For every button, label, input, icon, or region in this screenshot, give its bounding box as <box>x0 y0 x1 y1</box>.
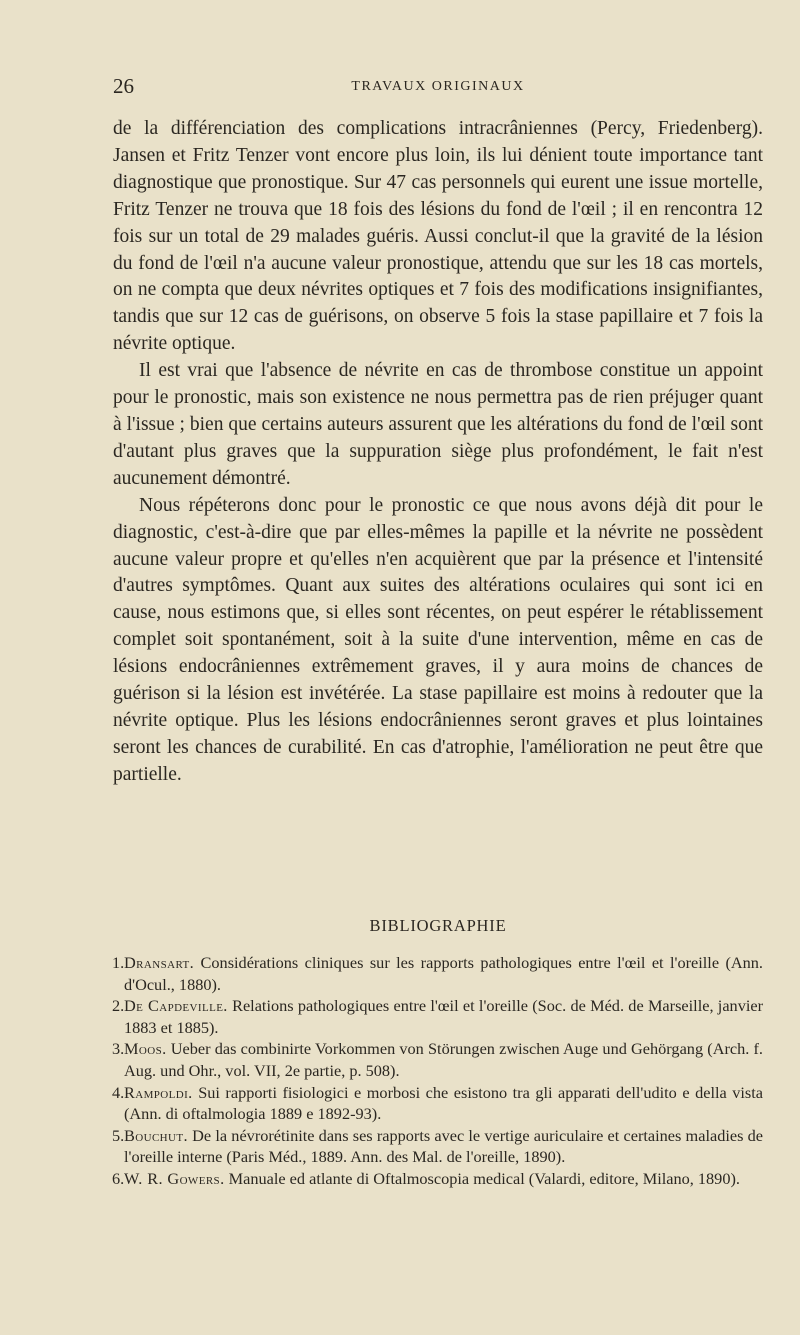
entry-text: Manuale ed atlante di Oftalmoscopia medical (Valardi, editore, Milano, 1890). <box>228 1168 740 1188</box>
body-text <box>113 116 763 789</box>
paragraph: Nous répéterons donc pour le pronostic ce que nous avons déjà dit pour le diagnostic, c'est-à-dire que par elles-mêmes la papille et la névrite ne possèdent aucune valeur propre et qu'elles n'en acquièrent que par la présence et l'intensité d'autres symptômes. Quant aux suites des altérations oculaires qui sont ici en cause, nous estimons que, si elles sont récentes, on peut espérer le rétablissement complet soit spontanément, soit à la suite d'une intervention, même en cas de lésions endocrâniennes extrêmement graves, il y aura moins de chances de guérison si la lésion est invétérée. La stase papillaire est moins à redouter que la névrite optique. Plus les lésions endocrâniennes seront graves et plus lointaines seront les chances de curabilité. En cas d'atrophie, l'amélioration ne peut être que partielle. <box>113 494 763 785</box>
page-header <box>113 74 763 100</box>
entry-author: De Capdeville. <box>124 996 228 1016</box>
entry-author: Bouchut. <box>124 1125 188 1145</box>
paragraph: Il est vrai que l'absence de névrite en cas de thrombose constitue un appoint pour le pronostic, mais son existence ne nous permettra pas de rien préjuger quant à l'issue ; bien que certains auteurs assurent que les altérations du fond de l'œil sont d'autant plus graves que la suppuration siège plus profondément, le fait n'est aucunement démontré. <box>113 360 763 489</box>
bibliography-list <box>113 952 763 1190</box>
page-number: 26 <box>113 74 134 98</box>
entry-author: Moos. <box>124 1039 167 1059</box>
bibliography-entry <box>113 1082 763 1125</box>
entry-author: W. R. Gowers. <box>124 1168 225 1188</box>
paragraph: de la différenciation des complications intracrâniennes (Percy, Friedenberg). Jansen et Fritz Tenzer vont encore plus loin, ils lui dénient toute importance tant diagnostique que pronostique. Sur 47 cas personnels qui eurent une issue mortelle, Fritz Tenzer ne trouva que 18 fois des lésions du fond de l'œil ; il en rencontra 12 fois sur un total de 29 malades guéris. Aussi conclut-il que la gravité de la lésion du fond de l'œil n'a aucune valeur pronostique, attendu que sur les 18 cas mortels, on ne compta que deux névrites optiques et 7 fois des modifications insignifiantes, tandis que sur 12 cas de guérisons, on observe 5 fois la stase papillaire et 7 fois la névrite optique. <box>113 118 763 355</box>
entry-author: Rampoldi. <box>124 1082 193 1102</box>
entry-number: 6. <box>112 1168 125 1188</box>
entry-author: Dransart. <box>124 953 195 972</box>
entry-text: Considérations cliniques sur les rapports pathologiques entre l'œil et l'oreille (Ann. d'Ocul., 1880). <box>124 953 763 994</box>
entry-number: 4. <box>112 1082 125 1102</box>
entry-text: Ueber das combinirte Vorkommen von Störungen zwischen Auge und Gehörgang (Arch. f. Aug. und Ohr., vol. VII, 2e partie, p. 508). <box>124 1039 763 1080</box>
bibliography-entry <box>113 1038 763 1081</box>
bibliography-entry <box>113 1125 763 1168</box>
bibliography-entry <box>113 1168 763 1190</box>
entry-number: 2. <box>112 996 125 1016</box>
entry-number: 3. <box>112 1039 125 1059</box>
bibliography-entry <box>113 995 763 1038</box>
entry-text: De la névrorétinite dans ses rapports avec le vertige auriculaire et certaines maladies de l'oreille interne (Paris Méd., 1889. Ann. des Mal. de l'oreille, 1890). <box>124 1125 763 1167</box>
bibliography-title: BIBLIOGRAPHIE <box>369 916 507 935</box>
entry-number: 1. <box>112 953 125 972</box>
entry-text: Relations pathologiques entre l'œil et l'oreille (Soc. de Méd. de Marseille, janvier 1883 et 1885). <box>124 996 764 1037</box>
entry-text: Sui rapporti fisiologici e morbosi che esistono tra gli apparati dell'udito e della vista (Ann. di oftalmologia 1889 e 1892-93). <box>124 1082 763 1124</box>
bibliography-entry <box>113 952 763 995</box>
running-head: TRAVAUX ORIGINAUX <box>351 79 525 94</box>
entry-number: 5. <box>112 1125 125 1145</box>
